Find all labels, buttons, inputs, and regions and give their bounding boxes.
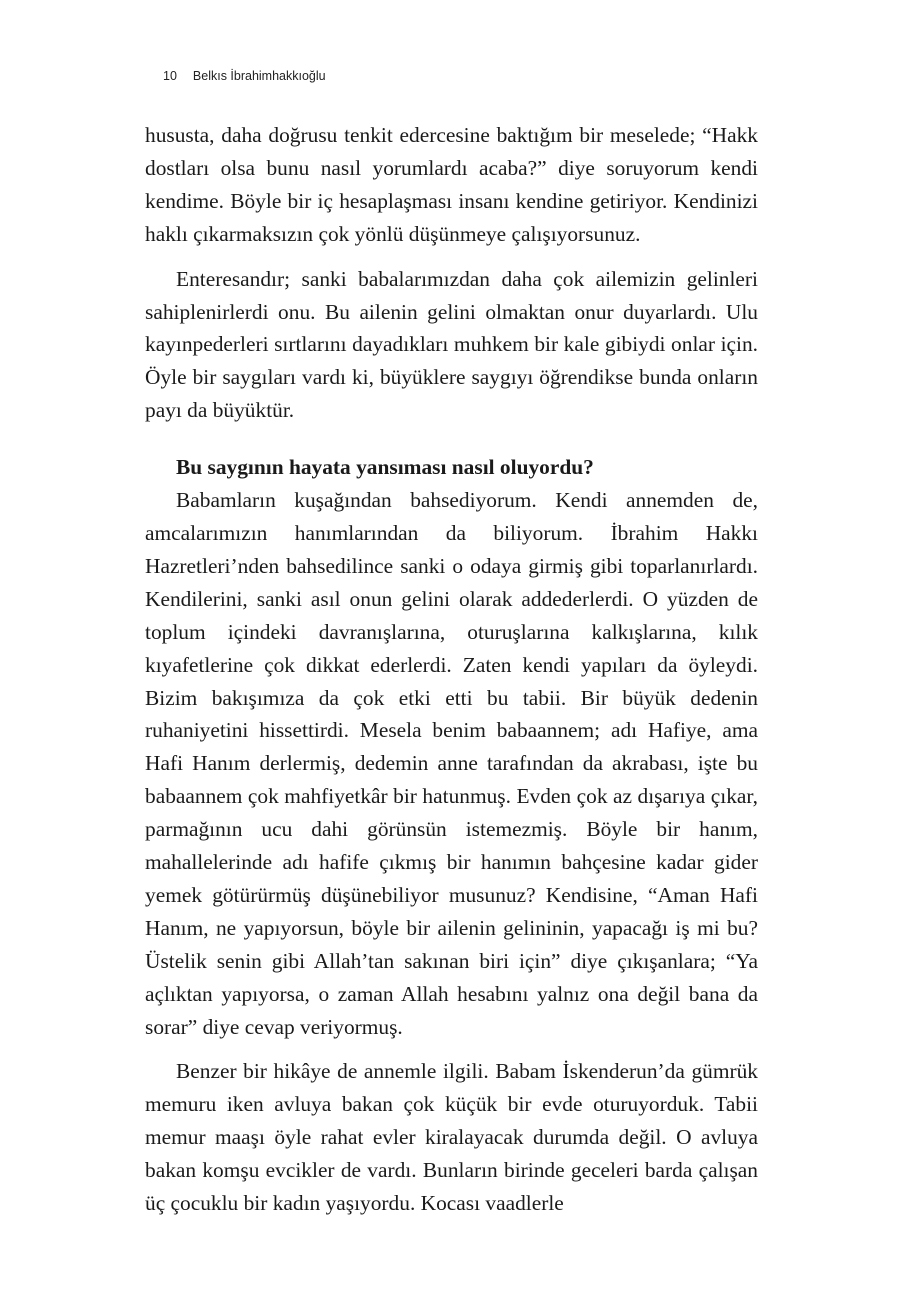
running-header: [163, 69, 326, 83]
body-text: [145, 119, 758, 1220]
paragraph-gap: [145, 1043, 758, 1055]
paragraph-gap: [145, 251, 758, 263]
section-gap: [145, 427, 758, 451]
paragraph-1: hususta, daha doğrusu tenkit edercesine baktığım bir meselede; “Hakk dostları olsa bunu nasıl yorumlardı acaba?” diye soruyorum kendi kendime. Böyle bir iç hesaplaşması insanı kendine getiriyor. Kendinizi haklı çıkarmaksızın çok yönlü düşünmeye çalışıyorsunuz.: [145, 123, 758, 246]
paragraph-3: Babamların kuşağından bahsediyorum. Kendi annemden de, amcalarımızın hanımlarından da biliyorum. İbrahim Hakkı Hazretleri’nden bahsedilince sanki o odaya girmiş gibi toparlanırlardı. Kendilerini, sanki asıl onun gelini olarak addederlerdi. O yüzden de toplum içindeki davranışlarına, oturuşlarına kalkışlarına, kılık kıyafetlerine çok dikkat ederlerdi. Zaten kendi yapıları da öyleydi. Bizim bakışımıza da çok etki etti bu tabii. Bir büyük dedenin ruhaniyetini hissettirdi. Mesela benim babaannem; adı Hafiye, ama Hafi Hanım derlermiş, dedemin anne tarafından da akrabası, işte bu babaannem çok mahfiyetkâr bir hatunmuş. Evden çok az dışarıya çıkar, parmağının ucu dahi görünsün istemezmiş. Böyle bir hanım, mahallelerinde adı hafife çıkmış bir hanımın bahçesine kadar gider yemek götürürmüş düşünebiliyor musunuz? Kendisine, “Aman Hafi Hanım, ne yapıyorsun, böyle bir ailenin gelininin, yapacağı iş mi bu? Üstelik senin gibi Allah’tan sakınan biri için” diye çıkışanlara; “Ya açlıktan yapıyorsa, o zaman Allah hesabını yalnız ona değil bana da sorar” diye cevap veriyormuş.: [145, 488, 758, 1039]
paragraph-2: Enteresandır; sanki babalarımızdan daha çok ailemizin gelinleri sahiplenirlerdi onu. Bu ailenin gelini olmaktan onur duyarlardı. Ulu kayınpederleri sırtlarını dayadıkları muhkem bir kale gibiydi onlar için. Öyle bir saygıları vardı ki, büyüklere saygıyı öğrendikse bunda onların payı da büyüktür.: [145, 266, 758, 423]
section-question-heading: Bu saygının hayata yansıması nasıl oluyordu?: [176, 455, 594, 480]
author-name: Belkıs İbrahimhakkıoğlu: [192, 69, 326, 83]
paragraph-4: Benzer bir hikâye de annemle ilgili. Babam İskenderun’da gümrük memuru iken avluya bakan çok küçük bir evde oturuyorduk. Tabii memur maaşı öyle rahat evler kiralayacak durumda değil. O avluya bakan komşu evcikler de vardı. Bunların birinde geceleri barda çalışan üç çocuklu bir kadın yaşıyordu. Kocası vaadlerle: [145, 1059, 758, 1216]
page-number: 10: [163, 69, 177, 83]
